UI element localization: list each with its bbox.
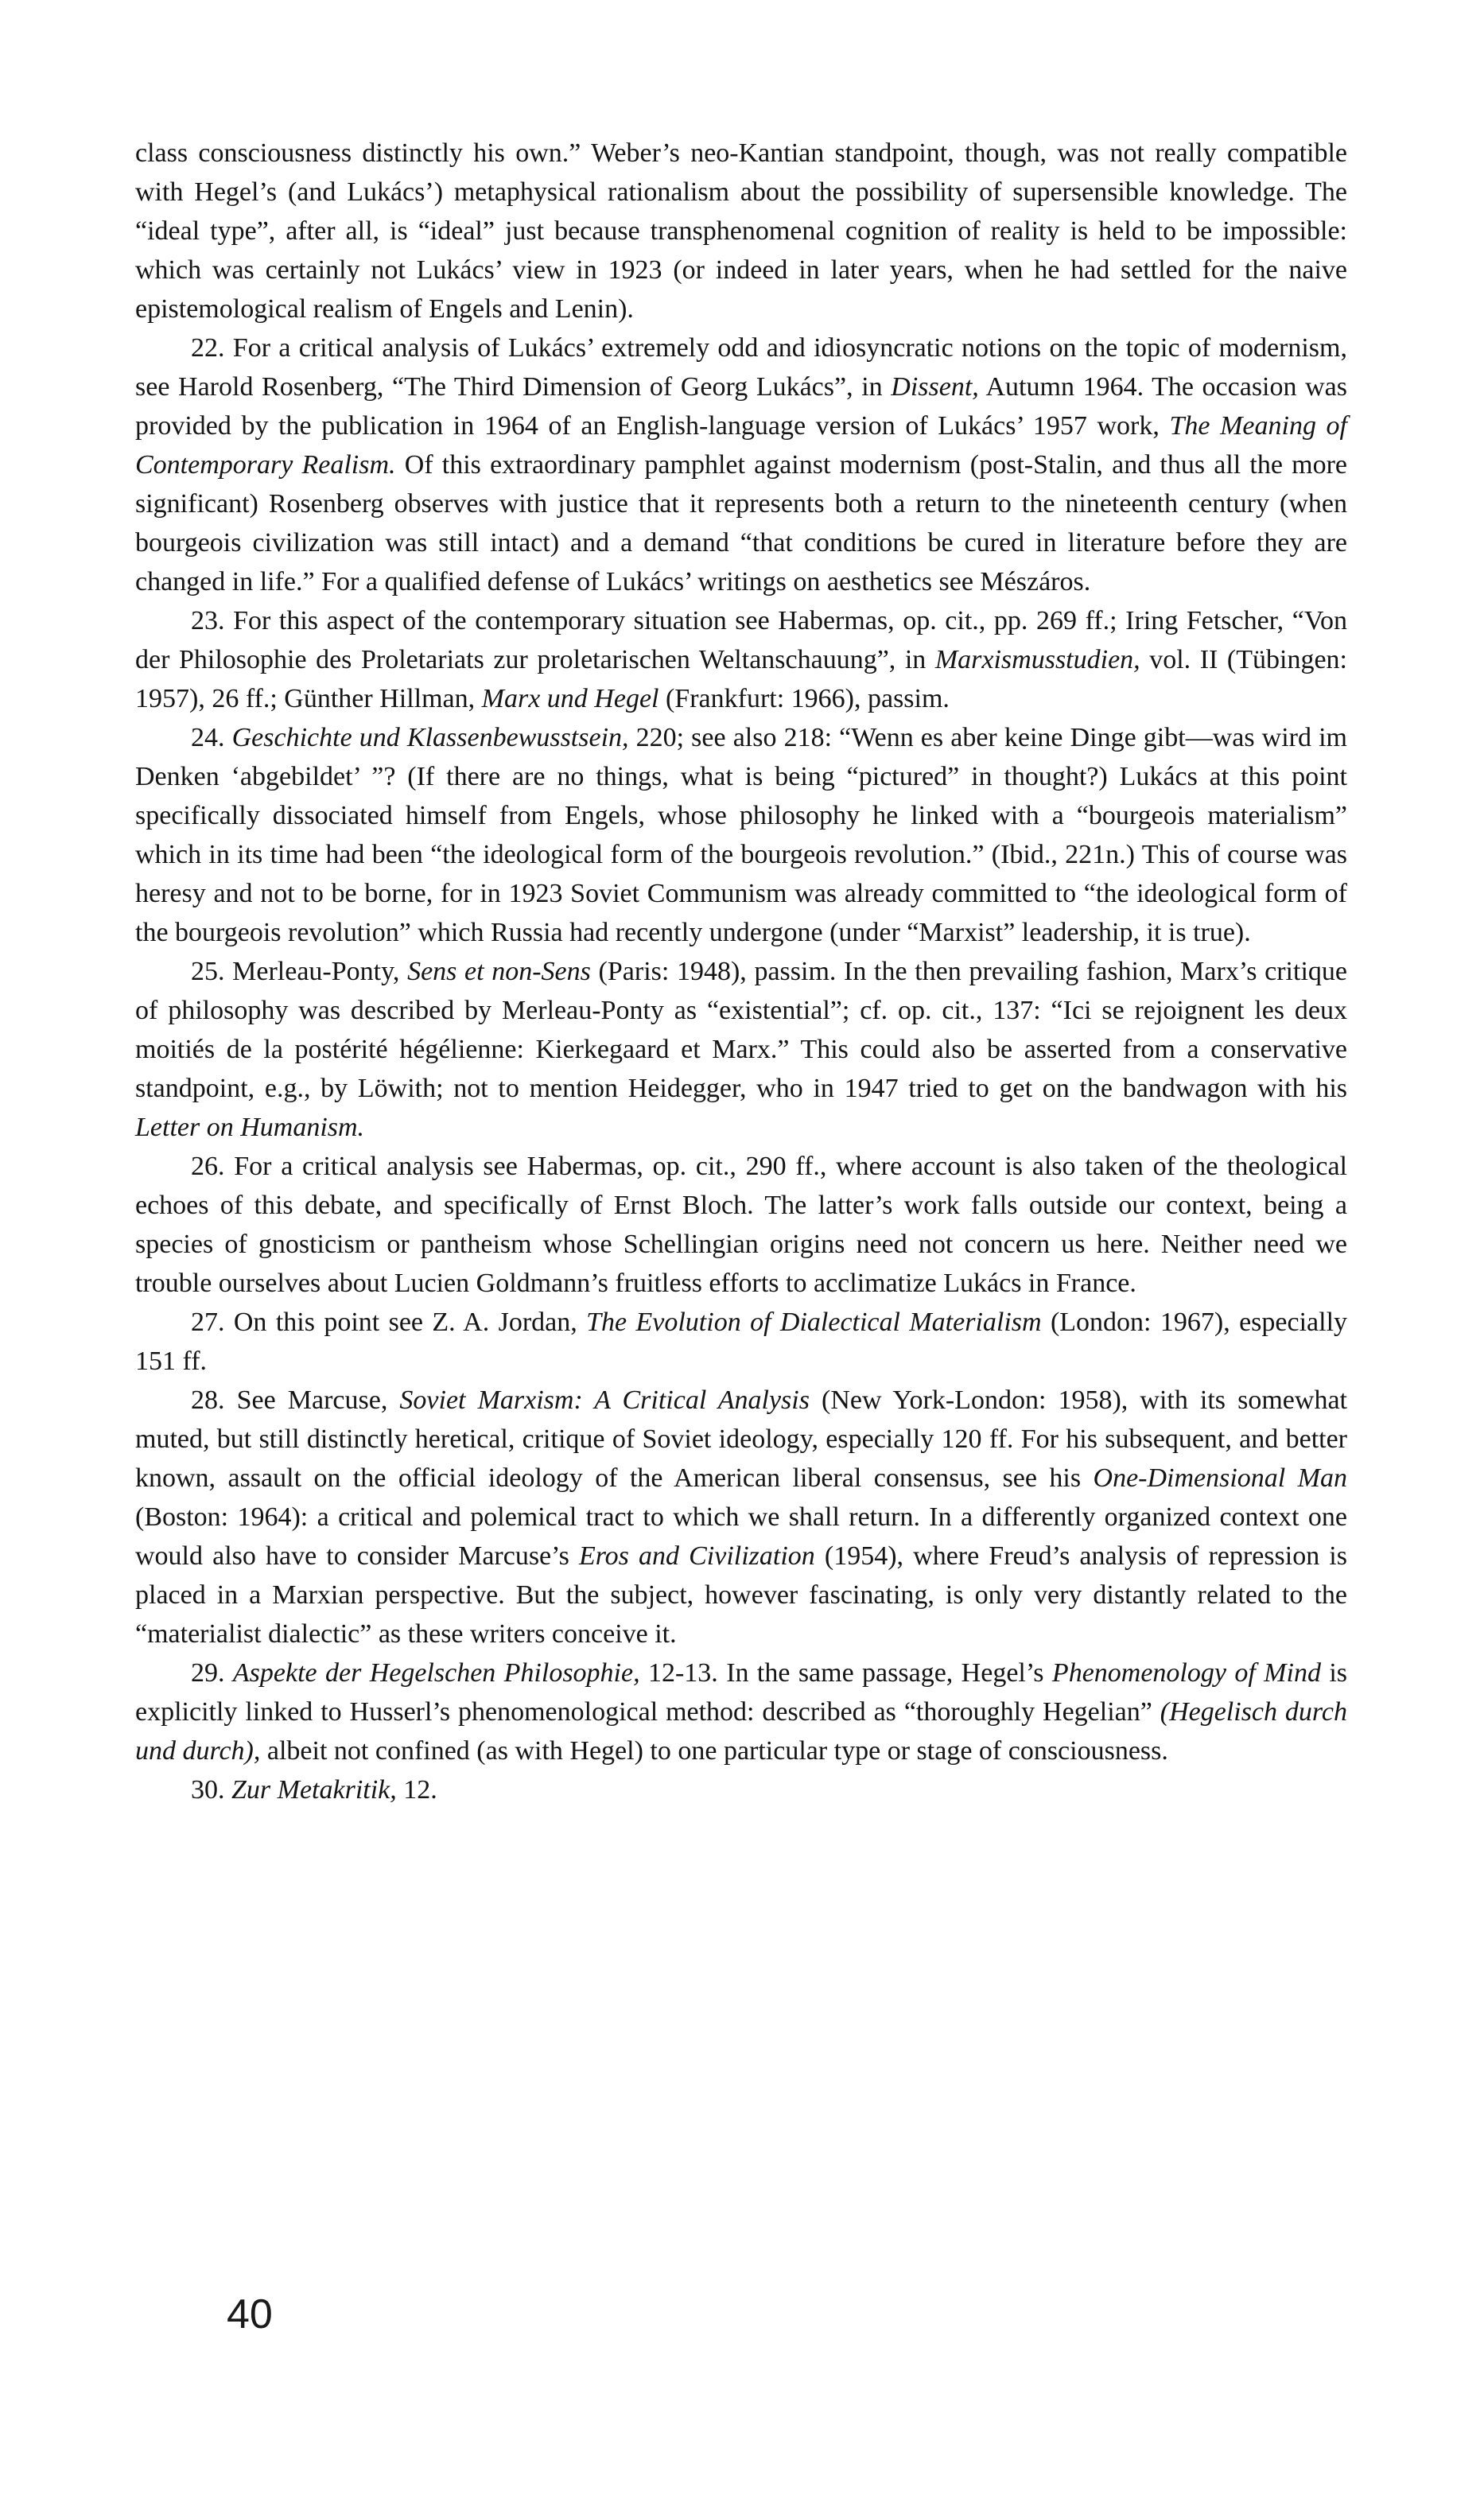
endnote-italic-title: Dissent,	[891, 372, 979, 402]
endnote-text: 29.	[191, 1658, 233, 1688]
endnote-text: 23. For this aspect of the contemporary situation see Habermas, op. cit., pp. 269 ff.; Iring Fetscher, “Von der Philosophie des Proletariats zur proletarischen Weltanschauung”, in	[135, 606, 1347, 674]
page-number: 40	[227, 2291, 273, 2337]
endnote-italic-title: Marx und Hegel	[481, 684, 659, 713]
endnote	[135, 1770, 1347, 1809]
endnote-text: is explicitly linked to Husserl’s phenomenological method: described as “thoroughly Hegelian”	[135, 1658, 1348, 1727]
endnote	[135, 1653, 1347, 1770]
endnote	[135, 1147, 1347, 1303]
endnote-text: (1954), where Freud’s analysis of repression is placed in a Marxian perspective. But the subject, however fascinating, is only very distantly related to the “materialist dialectic” as these writers conceive it.	[135, 1541, 1347, 1649]
endnote-italic-title: The Meaning of Contemporary Realism.	[135, 411, 1347, 480]
endnote-text: (Frankfurt: 1966), passim.	[658, 684, 950, 713]
endnote-italic-title: Letter on Humanism.	[135, 1113, 365, 1142]
endnote-text: class consciousness distinctly his own.” Weber’s neo-Kantian standpoint, though, was not really compatible with Hegel’s (and Lukács’) metaphysical rationalism about the possibility of supersensible knowledge. The “ideal type”, after all, is “ideal” just because transphenomenal cognition of reality is held to be impossible: which was certainly not Lukács’ view in 1923 (or indeed in later years, when he had settled for the naive epistemological realism of Engels and Lenin).	[135, 138, 1347, 324]
endnote-italic-title: Sens et non-Sens	[407, 957, 591, 986]
endnote-italic-title: (Hegelisch durch und durch),	[135, 1697, 1347, 1766]
endnotes-block	[135, 134, 1347, 1809]
endnote-italic-title: Phenomenology of Mind	[1051, 1658, 1321, 1688]
endnote-text: 26. For a critical analysis see Habermas, op. cit., 290 ff., where account is also taken of the theological echoes of this debate, and specifically of Ernst Bloch. The latter’s work falls outside our context, being a species of gnosticism or pantheism whose Schellingian origins need not concern us here. Neither need we trouble ourselves about Lucien Goldmann’s fruitless efforts to acclimatize Lukács in France.	[135, 1152, 1347, 1298]
endnote-italic-title: Marxismusstudien,	[934, 645, 1140, 674]
endnote-text: Of this extraordinary pamphlet against modernism (post-Stalin, and thus all the more significant) Rosenberg observes with justice that it represents both a return to the nineteenth century (when bourgeois civilization was still intact) and a demand “that conditions be cured in literature before they are changed in life.” For a qualified defense of Lukács’ writings on aesthetics see Mészáros.	[135, 450, 1347, 596]
endnote-italic-title: Geschichte und Klassenbewusstsein,	[231, 723, 629, 752]
endnote	[135, 328, 1347, 601]
endnote-text: 22. For a critical analysis of Lukács’ extremely odd and idiosyncratic notions on the topic of modernism, see Harold Rosenberg, “The Third Dimension of Georg Lukács”, in	[135, 333, 1347, 402]
endnote-text: 25. Merleau-Ponty,	[191, 957, 408, 986]
endnote-text: 27. On this point see Z. A. Jordan,	[191, 1308, 587, 1337]
endnote	[135, 718, 1347, 952]
endnote	[135, 952, 1347, 1147]
endnote	[135, 1381, 1347, 1653]
endnote-text: albeit not confined (as with Hegel) to one particular type or stage of consciousness.	[260, 1736, 1168, 1766]
endnote-text: 24.	[191, 723, 232, 752]
endnote-italic-title: Soviet Marxism: A Critical Analysis	[399, 1385, 810, 1415]
endnote-text: vol. II (Tübingen: 1957), 26 ff.; Günther Hillman,	[135, 645, 1347, 713]
endnote-text: (London: 1967), especially 151 ff.	[135, 1308, 1348, 1376]
endnote-text: (Boston: 1964): a critical and polemical tract to which we shall return. In a differently organized context one would also have to consider Marcuse’s	[135, 1502, 1347, 1571]
endnote-italic-title: Eros and Civilization	[578, 1541, 815, 1571]
endnote-text: Autumn 1964. The occasion was provided by the publication in 1964 of an English-language version of Lukács’ 1957 work,	[135, 372, 1347, 441]
endnote-text: 30.	[191, 1775, 231, 1805]
endnote-text: 28. See Marcuse,	[191, 1385, 400, 1415]
endnote-text: 12.	[396, 1775, 437, 1805]
endnote	[135, 601, 1347, 718]
endnote-text: 12-13. In the same passage, Hegel’s	[639, 1658, 1052, 1688]
endnote-italic-title: One-Dimensional Man	[1093, 1463, 1347, 1493]
endnote	[135, 1303, 1347, 1381]
endnote-italic-title: The Evolution of Dialectical Materialism	[586, 1308, 1042, 1337]
endnote-italic-title: Zur Metakritik,	[231, 1775, 397, 1805]
endnote-continuation	[135, 134, 1347, 328]
endnote-italic-title: Aspekte der Hegelschen Philosophie,	[232, 1658, 640, 1688]
endnote-text: 220; see also 218: “Wenn es aber keine Dinge gibt—was wird im Denken ‘abgebildet’ ”? (If there are no things, what is being “pictured” in thought?) Lukács at this point specifically dissociated himself from Engels, whose philosophy he linked with a “bourgeois materialism” which in its time had been “the ideological form of the bourgeois revolution.” (Ibid., 221n.) This of course was heresy and not to be borne, for in 1923 Soviet Communism was already committed to “the ideological form of the bourgeois revolution” which Russia had recently undergone (under “Marxist” leadership, it is true).	[135, 723, 1348, 947]
endnote-text: (New York-London: 1958), with its somewhat muted, but still distinctly heretical, critique of Soviet ideology, especially 120 ff. For his subsequent, and better known, assault on the official ideology of the American liberal consensus, see his	[135, 1385, 1347, 1493]
endnote-text: (Paris: 1948), passim. In the then prevailing fashion, Marx’s critique of philosophy was described by Merleau-Ponty as “existential”; cf. op. cit., 137: “Ici se rejoignent les deux moitiés de la postérité hégélienne: Kierkegaard et Marx.” This could also be asserted from a conservative standpoint, e.g., by Löwith; not to mention Heidegger, who in 1947 tried to get on the bandwagon with his	[135, 957, 1347, 1103]
